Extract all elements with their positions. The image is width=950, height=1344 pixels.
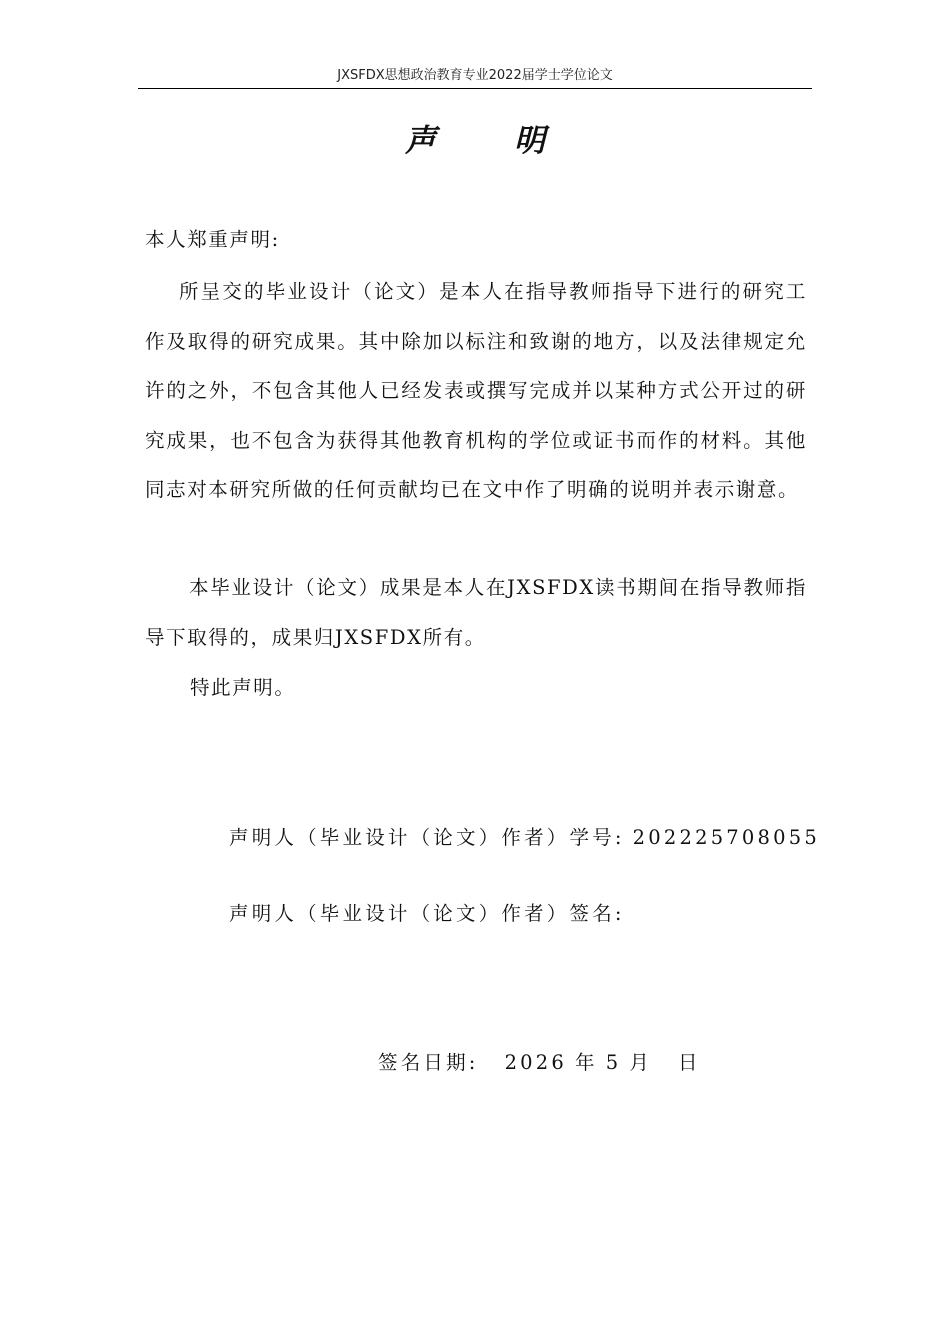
student-id-value: 202225708055 [632, 826, 820, 849]
document-title: 声明 [405, 123, 623, 159]
student-id-label: 声明人（毕业设计（论文）作者）学号: [229, 826, 625, 849]
closing-statement: 特此声明。 [190, 676, 296, 699]
signature-line [229, 894, 625, 934]
declaration-paragraph-1: 所呈交的毕业设计（论文）是本人在指导教师指导下进行的研究工作及取得的研究成果。其中除加以标注和致谢的地方，以及法律规定允许的之外，不包含其他人已经发表或撰写完成并以某种方式公开过的研究成果，也不包含为获得其他教育机构的学位或证书而作的材料。其他同志对本研究所做的任何贡献均已在文中作了明确的说明并表示谢意。 [145, 280, 807, 501]
year-unit: 年 [575, 1051, 598, 1074]
running-header: JXSFDX思想政治教育专业2022届学士学位论文 [337, 68, 613, 83]
signature-label: 声明人（毕业设计（论文）作者）签名: [229, 902, 625, 925]
student-id-line [229, 818, 820, 858]
declaration-paragraph-2: 本毕业设计（论文）成果是本人在JXSFDX读书期间在指导教师指导下取得的，成果归JXSFDX所有。 [145, 576, 807, 649]
salutation: 本人郑重声明: [145, 228, 280, 251]
day-unit: 日 [678, 1051, 701, 1074]
date-label: 签名日期: [378, 1051, 479, 1074]
signature-date-line [378, 1043, 701, 1083]
date-month: 5 [605, 1051, 622, 1074]
date-year: 2026 [504, 1051, 568, 1074]
month-unit: 月 [629, 1051, 653, 1074]
header-rule [138, 88, 812, 89]
